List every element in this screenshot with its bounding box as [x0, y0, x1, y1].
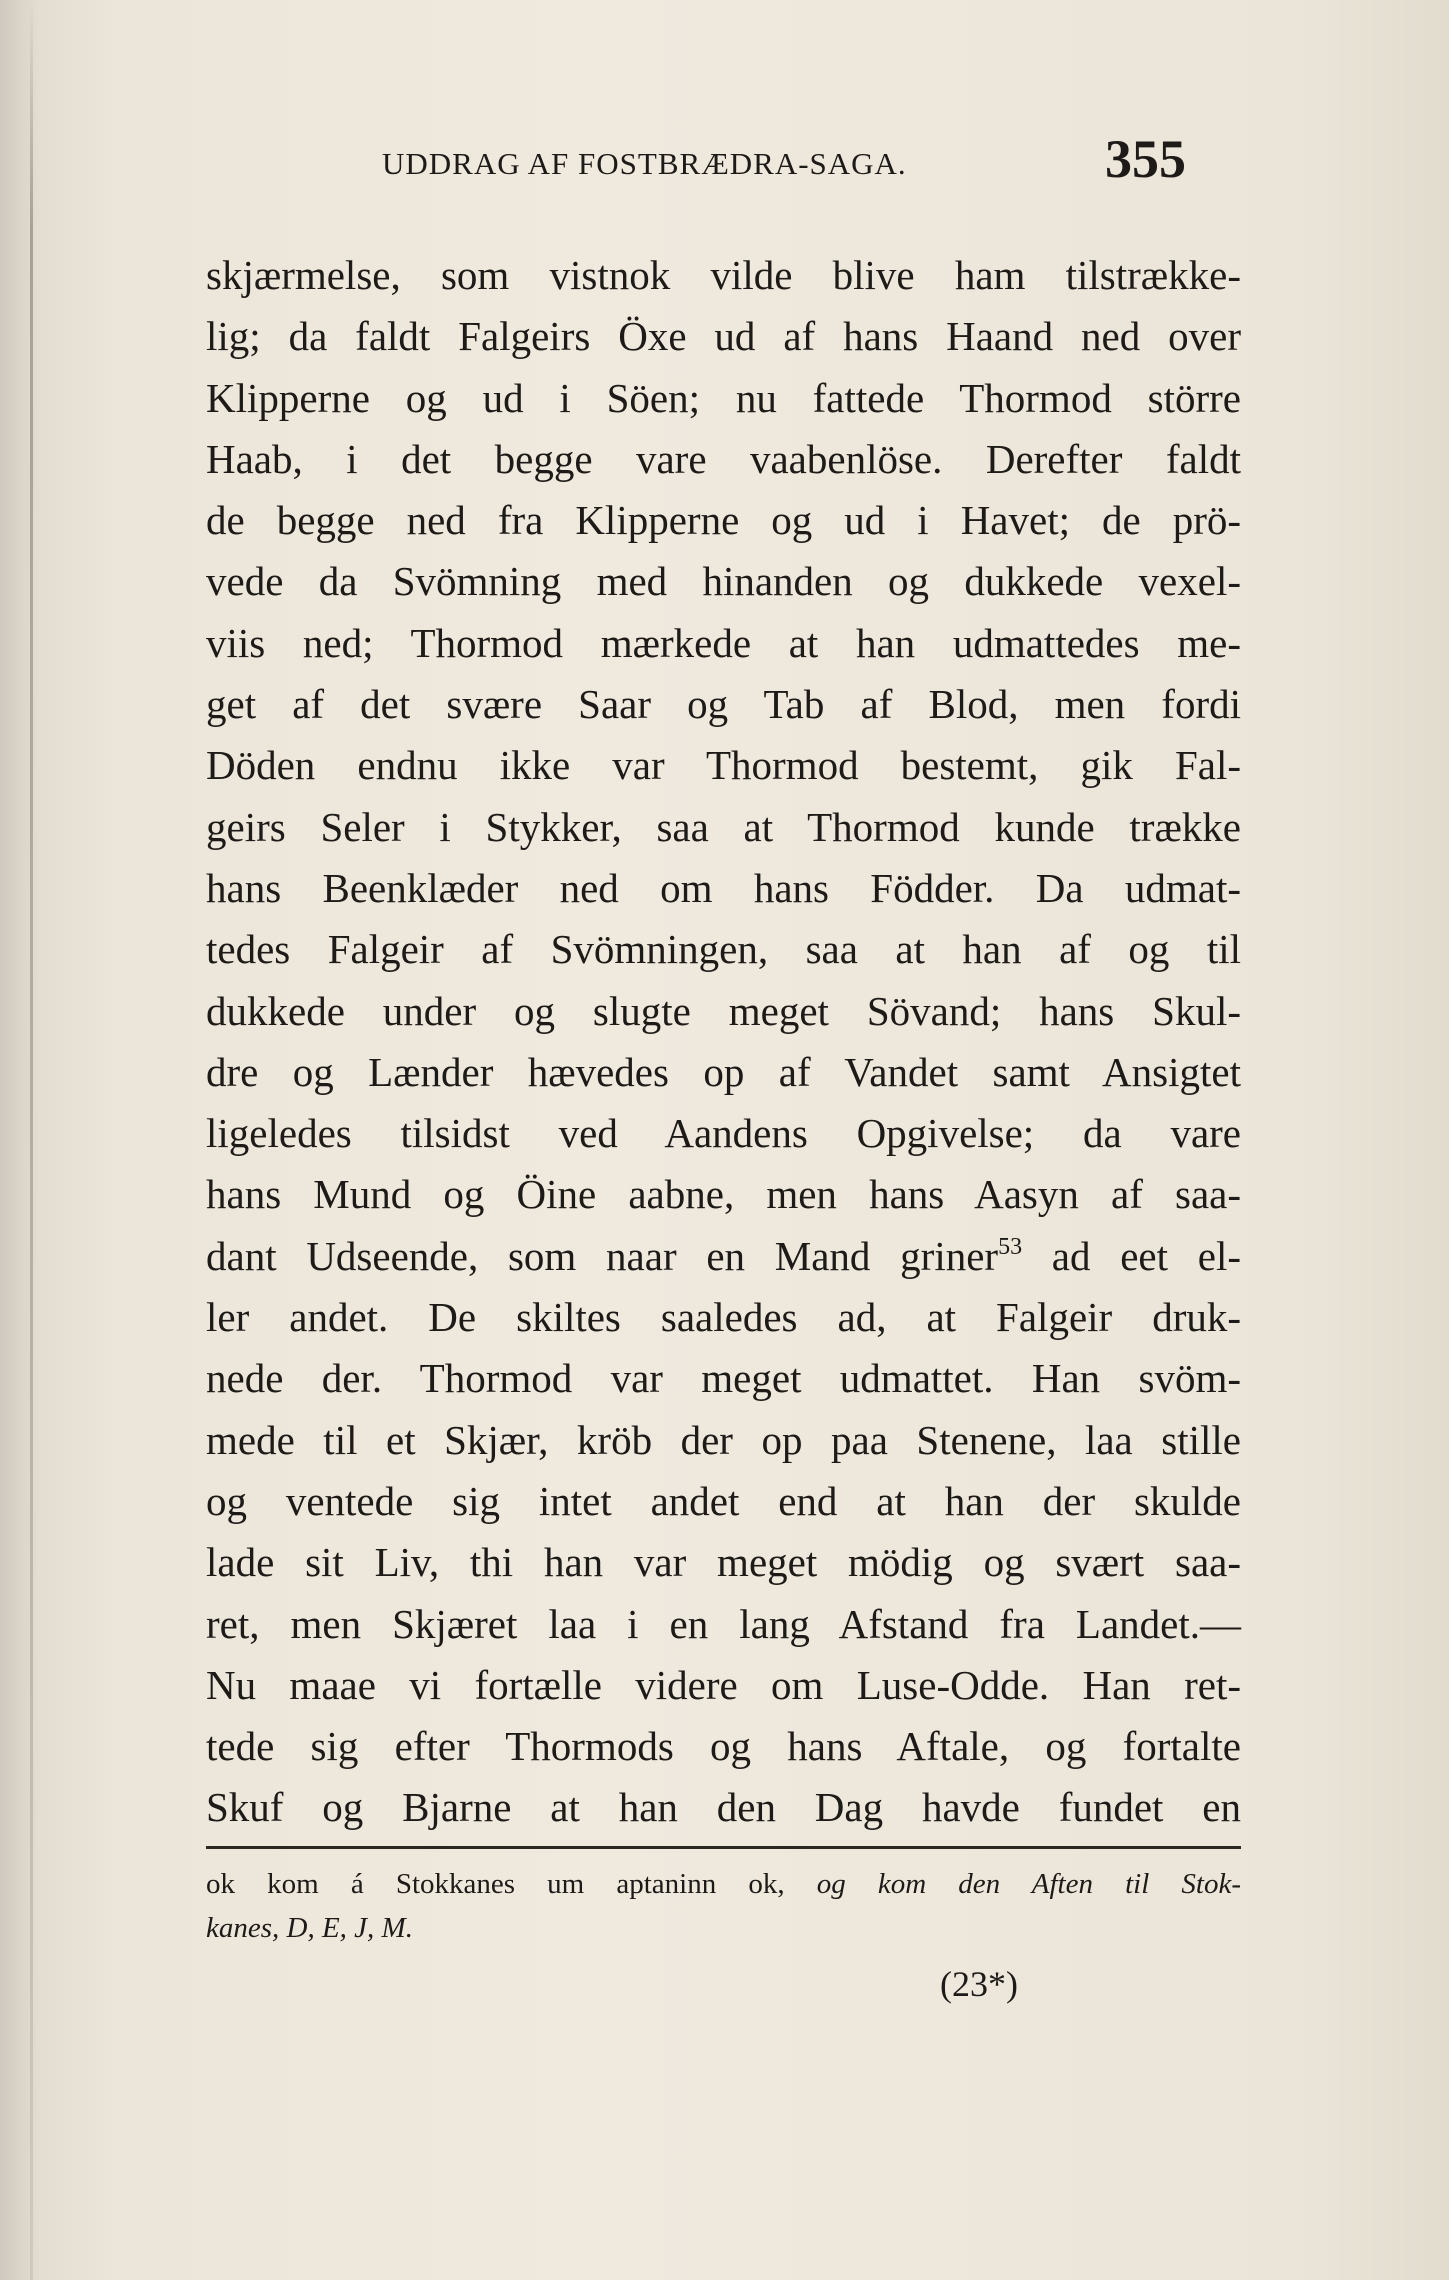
text-line-16: hans Mund og Öine aabne, men hans Aasyn af saa-	[206, 1171, 1241, 1218]
text-line-5: de begge ned fra Klipperne og ud i Havet; de prö-	[206, 497, 1241, 544]
text-line-6: vede da Svömning med hinanden og dukkede vexel-	[206, 558, 1241, 605]
footnote-line-1	[206, 1862, 1241, 1906]
text-line-17-main: dant Udseende, som naar en Mand griner	[206, 1232, 999, 1279]
footnote-rule	[206, 1846, 1241, 1849]
text-line-15: ligeledes tilsidst ved Aandens Opgivelse; da vare	[206, 1110, 1241, 1157]
text-line-18: ler andet. De skiltes saaledes ad, at Falgeir druk-	[206, 1294, 1241, 1341]
signature-mark: (23*)	[940, 1964, 1018, 2004]
text-line-10: geirs Seler i Stykker, saa at Thormod kunde trække	[206, 803, 1241, 850]
text-line-8: get af det svære Saar og Tab af Blod, men fordi	[206, 681, 1241, 728]
footnote-line-1-plain: ok kom á Stokkanes um aptaninn ok,	[206, 1868, 785, 1900]
text-line-7: viis ned; Thormod mærkede at han udmattedes me-	[206, 619, 1241, 666]
running-head	[382, 128, 1202, 198]
text-line-25: tede sig efter Thormods og hans Aftale, og fortalte	[206, 1723, 1241, 1770]
running-title: UDDRAG AF FOSTBRÆDRA-SAGA.	[382, 146, 907, 181]
text-line-1: skjærmelse, som vistnok vilde blive ham tilstrække-	[206, 252, 1241, 298]
page-number: 355	[1105, 129, 1186, 189]
footnote-line-1-italic: og kom den Aften til Stok-	[816, 1868, 1242, 1900]
footnote-line-2: kanes, D, E, J, M.	[206, 1912, 413, 1944]
text-line-22: lade sit Liv, thi han var meget mödig og svært saa-	[206, 1539, 1241, 1586]
text-line-24: Nu maae vi fortælle videre om Luse-Odde. Han ret-	[206, 1661, 1241, 1708]
text-line-26: Skuf og Bjarne at han den Dag havde fundet en	[206, 1784, 1241, 1831]
text-line-23: ret, men Skjæret laa i en lang Afstand fra Landet.—	[206, 1600, 1241, 1647]
text-line-21: og ventede sig intet andet end at han der skulde	[206, 1477, 1241, 1524]
body-text	[206, 245, 1241, 1839]
text-line-2: lig; da faldt Falgeirs Öxe ud af hans Haand ned over	[206, 313, 1241, 360]
text-line-9: Döden endnu ikke var Thormod bestemt, gik Fal-	[206, 742, 1241, 789]
text-line-20: mede til et Skjær, kröb der op paa Stenene, laa stille	[206, 1416, 1241, 1463]
text-line-17-tail: ad eet el-	[1022, 1232, 1241, 1279]
footnote	[206, 1862, 1241, 1950]
text-line-17	[206, 1226, 1241, 1287]
text-line-19: nede der. Thormod var meget udmattet. Han svöm-	[206, 1355, 1241, 1402]
binding-gutter	[30, 0, 33, 2280]
text-line-13: dukkede under og slugte meget Sövand; hans Skul-	[206, 987, 1241, 1034]
text-line-3: Klipperne og ud i Söen; nu fattede Thormod större	[206, 374, 1241, 421]
footnote-reference: 53	[998, 1233, 1023, 1260]
text-line-4: Haab, i det begge vare vaabenlöse. Derefter faldt	[206, 435, 1241, 482]
text-line-11: hans Beenklæder ned om hans Födder. Da udmat-	[206, 864, 1241, 911]
text-line-12: tedes Falgeir af Svömningen, saa at han af og til	[206, 926, 1241, 973]
text-line-14: dre og Lænder hævedes op af Vandet samt Ansigtet	[206, 1048, 1241, 1095]
